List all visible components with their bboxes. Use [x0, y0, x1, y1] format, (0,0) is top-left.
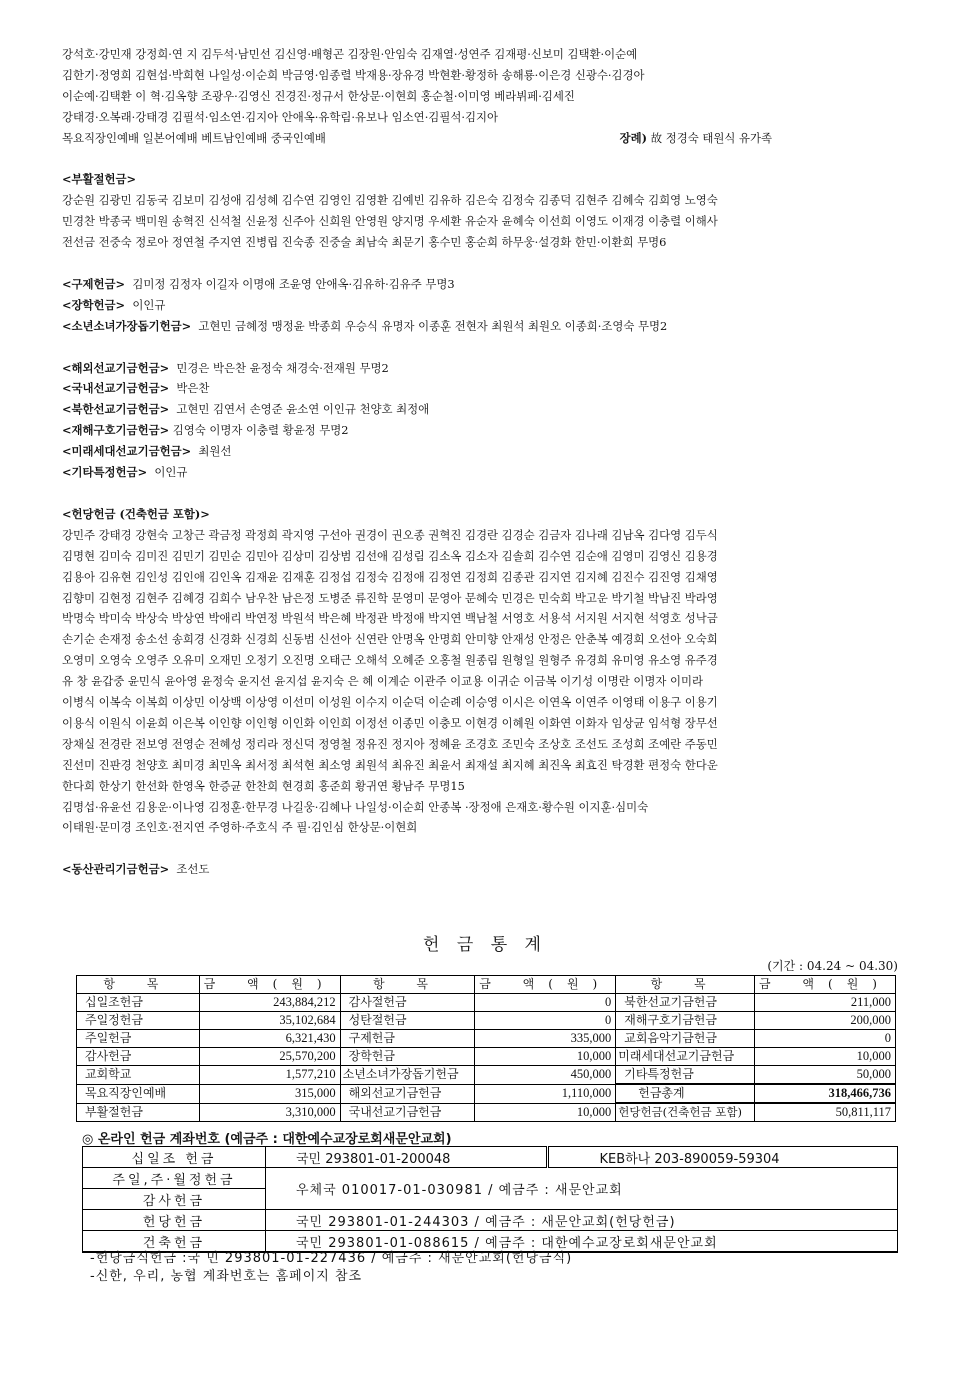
- item-amount: 25,570,200: [199, 1048, 340, 1066]
- item-label: 해외선교기금헌금: [340, 1084, 475, 1103]
- building-names-line: 이태원·문미경 조인호·전지연 주영하·주호식 주 필·김인심 한상문·이현희: [62, 820, 418, 835]
- stats-title: 헌 금 통 계: [423, 935, 547, 955]
- item-label: 주일헌금: [77, 1030, 200, 1048]
- account-number: 국민 293801-01-244303 / 예금주 : 새문안교회(헌당헌금): [266, 1210, 898, 1231]
- funeral-text: [620, 128, 772, 149]
- table-row: [83, 1231, 898, 1253]
- total-amount: 318,466,736: [755, 1084, 896, 1103]
- item-amount: 0: [755, 1030, 896, 1048]
- resurrection-names-line: 전선금 전중숙 정로아 정연철 주지연 진병립 진숙종 진중술 최남숙 최문기 홍수민 홍순희 하무웅·설경화 한민·이환희 무명6: [62, 235, 667, 250]
- item-amount: 10,000: [755, 1048, 896, 1066]
- offering-label: <미래세대선교기금헌금>: [62, 444, 192, 459]
- item-amount: 335,000: [475, 1030, 616, 1048]
- table-row: [83, 1210, 898, 1231]
- offering-names-list: [62, 44, 912, 880]
- funeral-label: 장례): [619, 130, 648, 145]
- memorial-names-line: 강태경·오복래·강태경 김필석·임소연·김지아 안애옥·유학림·유보나 임소연·김필석·김지아: [62, 109, 498, 124]
- overseas-mission-offering-line: [62, 358, 912, 379]
- disaster-relief-offering-line: [62, 420, 912, 441]
- offering-names: 조선도: [176, 862, 210, 877]
- resurrection-names-line: 강순원 김광민 김동국 김보미 김성애 김성혜 김수연 김영인 김영환 김예빈 김유하 김은숙 김정숙 김종덕 김현주 김혜숙 김희영 노영숙: [62, 193, 718, 208]
- item-amount: 10,000: [475, 1103, 616, 1122]
- other-special-offering-line: [62, 462, 912, 483]
- funeral-names: 故 정경숙 태원식 유가족: [650, 130, 772, 145]
- account-number: 우체국 010017-01-030981 / 예금주 : 새문안교회: [266, 1168, 898, 1210]
- table-row: [77, 994, 896, 1012]
- relief-offering-line: [62, 274, 912, 295]
- total-label: 헌금총계: [616, 1084, 755, 1103]
- column-header: 금 액(원): [755, 976, 896, 994]
- maintenance-offering-line: [62, 859, 912, 880]
- offering-names: 김미정 김정자 이길자 이명애 조윤영 안애옥·김유하·김유주 무명3: [132, 276, 455, 291]
- item-amount: 315,000: [199, 1084, 340, 1103]
- offering-stats-table: [76, 975, 896, 1122]
- offering-label: <북한선교기금헌금>: [62, 402, 170, 417]
- account-number: 국민 293801-01-200048: [266, 1147, 548, 1168]
- column-header: 항 목: [340, 976, 475, 994]
- item-label: 교회학교: [77, 1066, 200, 1085]
- item-label: 국내선교기금헌금: [340, 1103, 475, 1122]
- item-label: 감사절헌금: [340, 994, 475, 1012]
- building-names-line: 김향미 김현정 김현주 김혜경 김희수 남우찬 남은정 도병준 류진학 문영미 문영아 문혜숙 민경은 민숙희 박고운 박기철 박남진 박라영: [62, 590, 718, 605]
- item-amount: 1,577,210: [199, 1066, 340, 1085]
- offering-names: 고현민 김연서 손영준 윤소연 이인규 천양호 최정애: [176, 402, 430, 417]
- building-names-line: 강민주 강태경 강현숙 고창근 곽금정 곽정희 곽지영 구선아 권경이 권오종 권혁진 김경란 김경순 김금자 김나래 김남옥 김다영 김두식: [62, 527, 718, 542]
- table-row: [77, 1084, 896, 1103]
- memorial-services-line: [62, 128, 912, 149]
- account-label: 감사헌금: [83, 1189, 266, 1210]
- table-row: [77, 1030, 896, 1048]
- account-label: 건축헌금: [83, 1231, 266, 1253]
- table-row: [83, 1147, 898, 1168]
- scholarship-offering-line: [62, 295, 912, 316]
- item-label: 주일정헌금: [77, 1012, 200, 1030]
- item-amount: 211,000: [755, 994, 896, 1012]
- table-row: [77, 1048, 896, 1066]
- table-row: [77, 1103, 896, 1122]
- item-label: 구제헌금: [340, 1030, 475, 1048]
- resurrection-offering-header: <부활절헌금>: [62, 172, 137, 187]
- table-row: [83, 1168, 898, 1189]
- item-label: 소년소녀가장돕기헌금: [340, 1066, 475, 1085]
- account-label: 헌당헌금: [83, 1210, 266, 1231]
- offering-names: 박은찬: [176, 381, 210, 396]
- building-names-line: 오영미 오영숙 오영주 오유미 오재민 오정기 오진명 오태근 오해석 오혜준 오홍철 원종림 원형일 원형주 유경희 유미영 유소영 유주경: [62, 653, 718, 668]
- item-amount: 50,811,117: [755, 1103, 896, 1122]
- table-header-row: [77, 976, 896, 994]
- account-number: KEB하나 203-890059-59304: [548, 1147, 898, 1168]
- building-names-line: 김용아 김유현 김인성 김인애 김인옥 김재윤 김재훈 김정섭 김정숙 김정애 김정연 김정희 김종관 김지연 김지혜 김진수 김진영 김채영: [62, 569, 718, 584]
- item-amount: 0: [475, 994, 616, 1012]
- item-amount: 450,000: [475, 1066, 616, 1085]
- offering-label: <동산관리기금헌금>: [62, 862, 170, 877]
- column-header: 금 액(원): [199, 976, 340, 994]
- item-label: 목요직장인예배: [77, 1084, 200, 1103]
- item-label: 기타특정헌금: [616, 1066, 755, 1085]
- stats-period: (기간 : 04.24 ~ 04.30): [767, 959, 898, 973]
- offering-names: 고현민 금혜정 맹정윤 박종희 우승식 유명자 이종훈 전현자 최원석 최원오 이종희·조영숙 무명2: [198, 318, 668, 333]
- offering-label: <구제헌금>: [62, 276, 126, 291]
- item-amount: 50,000: [755, 1066, 896, 1085]
- future-generation-offering-line: [62, 441, 912, 462]
- column-header: 금 액(원): [475, 976, 616, 994]
- item-amount: 6,321,430: [199, 1030, 340, 1048]
- item-label: 장학헌금: [340, 1048, 475, 1066]
- offering-names: 이인규: [154, 465, 188, 480]
- item-amount: 1,110,000: [475, 1084, 616, 1103]
- item-amount: 0: [475, 1012, 616, 1030]
- building-names-line: 이병식 이복숙 이복희 이상민 이상백 이상영 이선미 이성원 이수지 이순덕 이순례 이승영 이시은 이연옥 이연주 이영태 이용구 이용기: [62, 695, 718, 710]
- resurrection-names-line: 민경찬 박종국 백미원 송혁진 신석철 신윤정 신주아 신희원 안영원 양지명 우세환 유순자 윤혜숙 이선희 이영도 이재경 이충렬 이해사: [62, 214, 718, 229]
- fasting-offering-note: -헌당금식헌금 :국 민 293801-01-227436 / 예금주 : 새문안교회(헌당금식): [90, 1251, 573, 1266]
- building-names-line: 장채실 전경란 전보영 전영순 전혜성 정리라 정신덕 정영철 정유진 정지아 정혜윤 조경호 조민숙 조상호 조선도 조성희 조예란 주동민: [62, 736, 718, 751]
- offering-names: 최원선: [198, 444, 232, 459]
- domestic-mission-offering-line: [62, 378, 912, 399]
- offering-names: 김영숙 이명자 이충렬 황윤정 무명2: [172, 423, 349, 438]
- item-label: 감사헌금: [77, 1048, 200, 1066]
- column-header: 항 목: [77, 976, 200, 994]
- offering-names: 이인규: [132, 297, 166, 312]
- building-names-line: 이용식 이원식 이윤희 이은복 이인향 이인형 이인화 이인희 이정선 이종민 이충모 이현경 이혜원 이화연 이화자 임상균 임석형 장무선: [62, 715, 718, 730]
- online-accounts-table: [82, 1146, 898, 1253]
- building-names-line: 유 창 윤갑중 윤민식 윤아영 윤정숙 윤지선 윤지섭 윤지숙 은 혜 이계순 이관주 이교용 이귀순 이금복 이기성 이명란 이명자 이미라: [62, 674, 703, 689]
- item-label: 북한선교기금헌금: [616, 994, 755, 1012]
- item-label: 교회음악기금헌금: [616, 1030, 755, 1048]
- north-korea-mission-offering-line: [62, 399, 912, 420]
- building-names-line: 한다희 한상기 한선화 한영옥 한증균 한찬희 현경희 홍준희 황귀연 황남주 무명15: [62, 778, 465, 793]
- offering-label: <국내선교기금헌금>: [62, 381, 170, 396]
- building-names-line: 박명숙 박미숙 박상숙 박상연 박애리 박연정 박원석 박은혜 박정관 박정애 박지연 백남철 서영호 서용석 서지원 서지현 석영호 성낙금: [62, 611, 718, 626]
- item-amount: 200,000: [755, 1012, 896, 1030]
- building-names-line: 김명섭·유윤선 김용운·이나영 김정훈·한무경 나길웅·김혜나 나일성·이순희 안종복 ·장정애 은재호·황수원 이지훈·심미숙: [62, 799, 649, 814]
- offering-label: <장학헌금>: [62, 297, 126, 312]
- account-label: 주일,주·월정헌금: [83, 1168, 266, 1189]
- item-amount: 10,000: [475, 1048, 616, 1066]
- services-text: 목요직장인예배 일본어예배 베트남인예배 중국인예배: [62, 130, 326, 145]
- offering-label: <해외선교기금헌금>: [62, 360, 170, 375]
- item-label: 헌당헌금(건축헌금 포함): [616, 1103, 755, 1122]
- item-label: 십일조헌금: [77, 994, 200, 1012]
- offering-label: <기타특정헌금>: [62, 465, 148, 480]
- account-label: 십일조 헌금: [83, 1147, 266, 1168]
- building-names-line: 김명현 김미숙 김미진 김민기 김민순 김민아 김상미 김상범 김선애 김성림 김소옥 김소자 김솔희 김수연 김순애 김영미 김영신 김용경: [62, 548, 718, 563]
- account-notes: [90, 1250, 572, 1286]
- table-row: [77, 1066, 896, 1085]
- offering-names: 민경은 박은찬 윤정숙 채경숙·전재원 무명2: [176, 360, 389, 375]
- building-names-line: 손기순 손재정 송소선 송희경 신경화 신경희 신동범 신선아 신연란 안명옥 안명희 안미향 안재성 안정은 안춘복 예경희 오선아 오숙희: [62, 632, 718, 647]
- item-label: 성탄절헌금: [340, 1012, 475, 1030]
- memorial-names-line: 강석호·강민재 강정희·연 지 김두석·남민선 김신영·배형곤 김장원·안임숙 김재열·성연주 김재평·신보미 김택환·이순예: [62, 47, 638, 61]
- homepage-reference-note: -신한, 우리, 농협 계좌번호는 홈페이지 참조: [90, 1269, 363, 1284]
- item-amount: 35,102,684: [199, 1012, 340, 1030]
- table-row: [77, 1012, 896, 1030]
- item-amount: 243,884,212: [199, 994, 340, 1012]
- item-label: 부활절헌금: [77, 1103, 200, 1122]
- column-header: 항 목: [616, 976, 755, 994]
- building-names-line: 진선미 진판경 천양호 최미경 최민옥 최서정 최석현 최소영 최원석 최유진 최윤서 최재설 최지혜 최진옥 최효진 탁경환 편정숙 한다운: [62, 757, 718, 772]
- item-label: 재해구호기금헌금: [616, 1012, 755, 1030]
- memorial-names-line: 김한기·정영희 김현섭·박희현 나일성·이순희 박금영·임종렬 박재용·장유경 박현환·황정하 송해룡·이은경 신광수·김경아: [62, 67, 645, 82]
- account-number: 국민 293801-01-088615 / 예금주 : 대한예수교장로회새문안교회: [266, 1231, 898, 1253]
- item-amount: 3,310,000: [199, 1103, 340, 1122]
- offering-label: <소년소녀가장돕기헌금>: [62, 318, 192, 333]
- youth-support-offering-line: [62, 316, 912, 337]
- online-accounts-title: ◎ 온라인 헌금 계좌번호 (예금주 : 대한예수교장로회새문안교회): [82, 1132, 452, 1147]
- building-offering-header: <헌당헌금 (건축헌금 포함)>: [62, 506, 210, 521]
- item-label: 미래세대선교기금헌금: [616, 1048, 755, 1066]
- memorial-names-line: 이순예·김택환 이 혁·김옥향 조광우·김영신 진경진·정규서 한상문·이현희 홍순철·이미영 베라뷔페·김세진: [62, 88, 575, 103]
- offering-label: <재해구호기금헌금>: [62, 423, 170, 438]
